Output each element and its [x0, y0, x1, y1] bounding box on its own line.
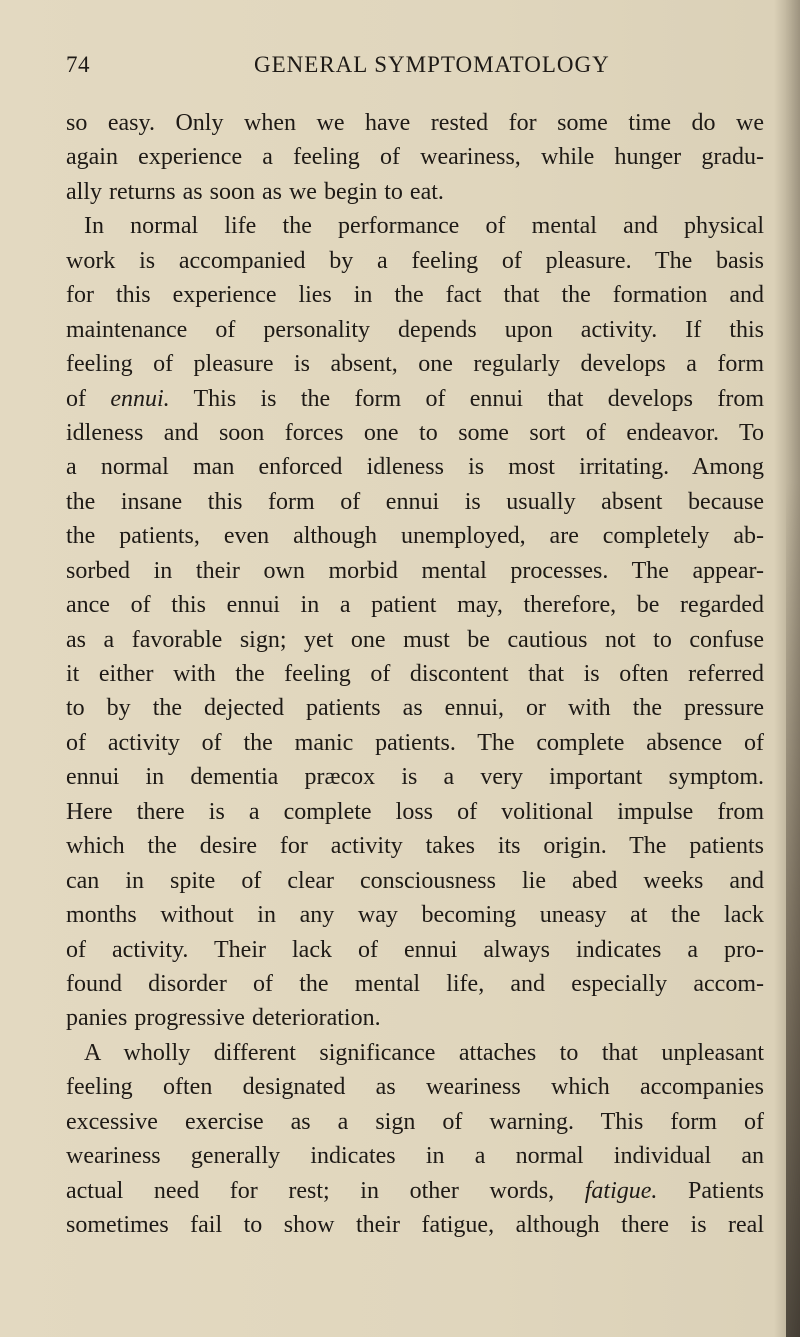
page-number: 74	[66, 52, 90, 77]
text-line: ance of this ennui in a patient may, therefore, be regarded	[66, 592, 764, 619]
italic-term: ennui.	[110, 385, 170, 412]
text-line: found disorder of the mental life, and especially accom-	[66, 970, 764, 997]
text-line: as a favorable sign; yet one must be cautious not to confuse	[66, 626, 764, 653]
text-line: maintenance of personality depends upon activity. If this	[66, 316, 764, 343]
paragraph-start-line: A wholly different significance attaches to that unpleasant	[84, 1039, 764, 1066]
text-line: Here there is a complete loss of volitional impulse from	[66, 798, 764, 825]
page-edge-binding	[786, 480, 800, 1337]
text-line: so easy. Only when we have rested for some time do we	[66, 110, 764, 136]
text-line	[66, 1174, 764, 1208]
text-segment: of	[66, 385, 111, 412]
text-segment: This is the form of ennui that develops from	[169, 385, 764, 412]
text-line	[66, 382, 764, 416]
text-line: which the desire for activity takes its origin. The patients	[66, 833, 764, 860]
text-line: sometimes fail to show their fatigue, although there is real	[66, 1212, 764, 1238]
running-head-title: GENERAL SYMPTOMATOLOGY	[254, 52, 610, 77]
paragraph-start-line: In normal life the performance of mental and physical	[84, 213, 764, 240]
text-line: of activity. Their lack of ennui always indicates a pro-	[66, 936, 764, 963]
text-line: feeling of pleasure is absent, one regularly develops a form	[66, 351, 764, 378]
text-line: ally returns as soon as we begin to eat.	[66, 178, 444, 205]
body-text	[66, 106, 764, 1242]
text-line: can in spite of clear consciousness lie abed weeks and	[66, 867, 764, 894]
text-line: feeling often designated as weariness which accompanies	[66, 1074, 764, 1101]
text-segment: Patients	[657, 1177, 765, 1204]
text-line: the patients, even although unemployed, are completely ab-	[66, 523, 764, 550]
text-line: ennui in dementia præcox is a very important symptom.	[66, 764, 764, 791]
text-line: again experience a feeling of weariness, while hunger gradu-	[66, 144, 764, 171]
text-line: weariness generally indicates in a normal individual an	[66, 1143, 764, 1170]
text-line: of activity of the manic patients. The complete absence of	[66, 729, 764, 756]
running-head	[66, 52, 766, 92]
text-line: the insane this form of ennui is usually absent because	[66, 488, 764, 515]
text-line: work is accompanied by a feeling of pleasure. The basis	[66, 247, 764, 274]
text-line: idleness and soon forces one to some sort of endeavor. To	[66, 419, 764, 446]
text-line: it either with the feeling of discontent that is often referred	[66, 661, 764, 687]
text-line: sorbed in their own morbid mental processes. The appear-	[66, 557, 764, 584]
text-segment: actual need for rest; in other words,	[66, 1177, 585, 1204]
text-line: to by the dejected patients as ennui, or with the pressure	[66, 695, 764, 722]
italic-term: fatigue.	[584, 1177, 658, 1204]
text-line: excessive exercise as a sign of warning. This form of	[66, 1108, 764, 1135]
text-line: a normal man enforced idleness is most irritating. Among	[66, 454, 764, 481]
text-line: panies progressive deterioration.	[66, 1005, 381, 1032]
text-line: months without in any way becoming uneasy at the lack	[66, 902, 764, 929]
text-line: for this experience lies in the fact that the formation and	[66, 282, 764, 309]
